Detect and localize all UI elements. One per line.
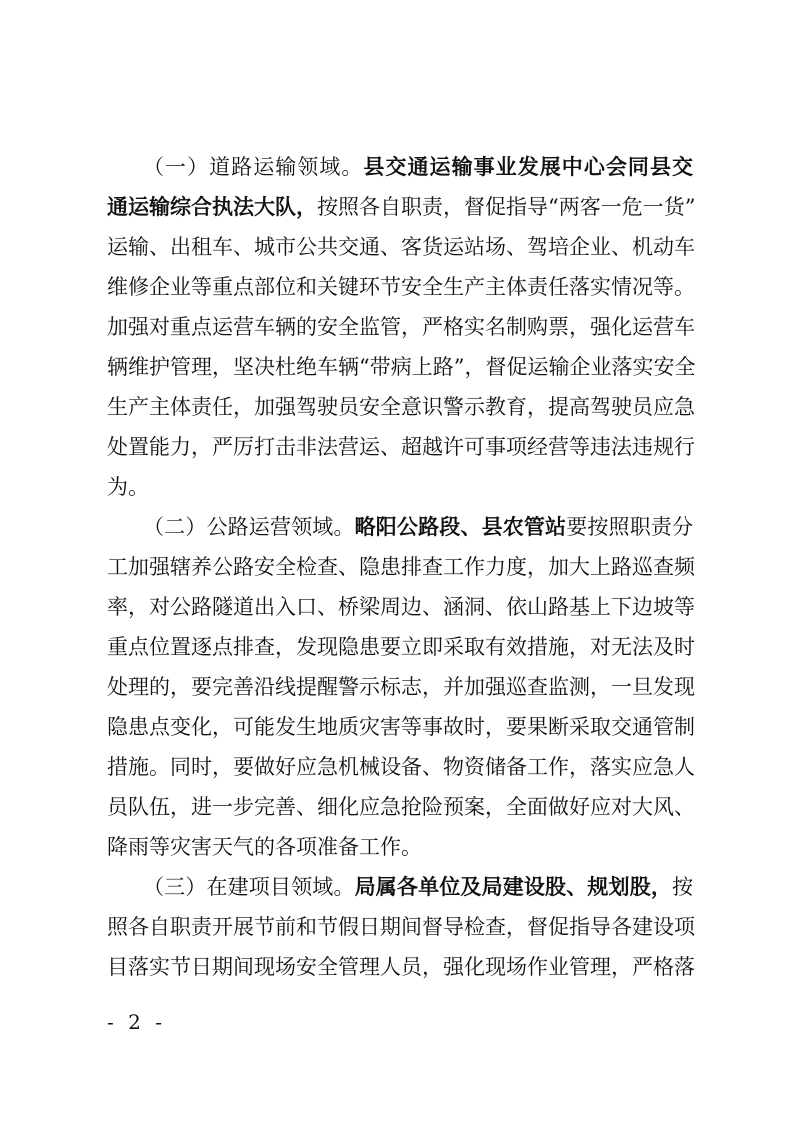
- text-line: [107, 347, 696, 387]
- text-span: 照各自职责开展节前和节假日期间督导检查，督促指导各建设项: [107, 915, 695, 939]
- text-span: 维修企业等重点部位和关键环节安全生产主体责任落实情况等。: [107, 275, 695, 299]
- text-span: 辆维护管理，坚决杜绝车辆“带病上路”，督促运输企业落实安全: [107, 355, 696, 379]
- document-body: [107, 147, 696, 987]
- text-span: 要按照职责分: [566, 515, 694, 539]
- text-span: （三）在建项目领域。: [143, 875, 355, 899]
- text-span: （二）公路运营领域。: [143, 515, 355, 539]
- text-span: 员队伍，进一步完善、细化应急抢险预案，全面做好应对大风、: [107, 795, 695, 819]
- bold-text: 局属各单位及局建设股、规划股，: [354, 874, 673, 899]
- text-span: 为。: [107, 475, 149, 499]
- text-line: [107, 427, 693, 467]
- text-span: 措施。同时，要做好应急机械设备、物资储备工作，落实应急人: [107, 755, 695, 779]
- text-line: [107, 907, 693, 947]
- text-span: 重点位置逐点排查，发现隐患要立即采取有效措施，对无法及时: [107, 635, 695, 659]
- text-span: 隐患点变化，可能发生地质灾害等事故时，要果断采取交通管制: [107, 715, 695, 739]
- text-line: [107, 627, 693, 667]
- text-span: 率，对公路隧道出入口、桥梁周边、涵洞、依山路基上下边坡等: [107, 595, 695, 619]
- paragraph: [107, 867, 693, 987]
- text-line: [107, 187, 696, 227]
- text-span: 加强对重点运营车辆的安全监管，严格实名制购票，强化运营车: [107, 315, 695, 339]
- text-span: 降雨等灾害天气的各项准备工作。: [107, 835, 422, 859]
- text-line: [107, 507, 693, 547]
- text-line: [107, 947, 693, 987]
- text-line: [107, 227, 693, 267]
- text-span: （一）道路运输领域。: [143, 155, 364, 179]
- bold-text: 县交通运输事业发展中心会同县交: [363, 154, 694, 179]
- text-line: [107, 747, 693, 787]
- text-line: [107, 787, 693, 827]
- text-line: [107, 827, 693, 867]
- text-span: 按照各自职责，督促指导“两客一危一货”: [317, 195, 696, 219]
- text-line: [107, 387, 693, 427]
- page-number: - 2 -: [107, 1010, 166, 1034]
- text-span: 处置能力，严厉打击非法营运、超越许可事项经营等违法违规行: [107, 435, 695, 459]
- paragraph: [107, 147, 696, 507]
- text-line: [107, 587, 693, 627]
- bold-text: 通运输综合执法大队，: [107, 194, 317, 219]
- text-line: [107, 867, 693, 907]
- bold-text: 略阳公路段、县农管站: [354, 514, 567, 539]
- text-span: 运输、出租车、城市公共交通、客货运站场、驾培企业、机动车: [107, 235, 695, 259]
- text-span: 目落实节日期间现场安全管理人员，强化现场作业管理，严格落: [107, 955, 695, 979]
- text-line: [107, 267, 693, 307]
- text-line: [107, 547, 693, 587]
- text-line: [107, 147, 693, 187]
- text-line: [107, 707, 693, 747]
- text-span: 工加强辖养公路安全检查、隐患排查工作力度，加大上路巡查频: [107, 555, 695, 579]
- text-line: [107, 467, 693, 507]
- text-line: [107, 667, 693, 707]
- text-span: 生产主体责任，加强驾驶员安全意识警示教育，提高驾驶员应急: [107, 395, 695, 419]
- text-span: 按: [672, 875, 694, 899]
- text-line: [107, 307, 693, 347]
- text-span: 处理的，要完善沿线提醒警示标志，并加强巡查监测，一旦发现: [107, 675, 695, 699]
- paragraph: [107, 507, 693, 867]
